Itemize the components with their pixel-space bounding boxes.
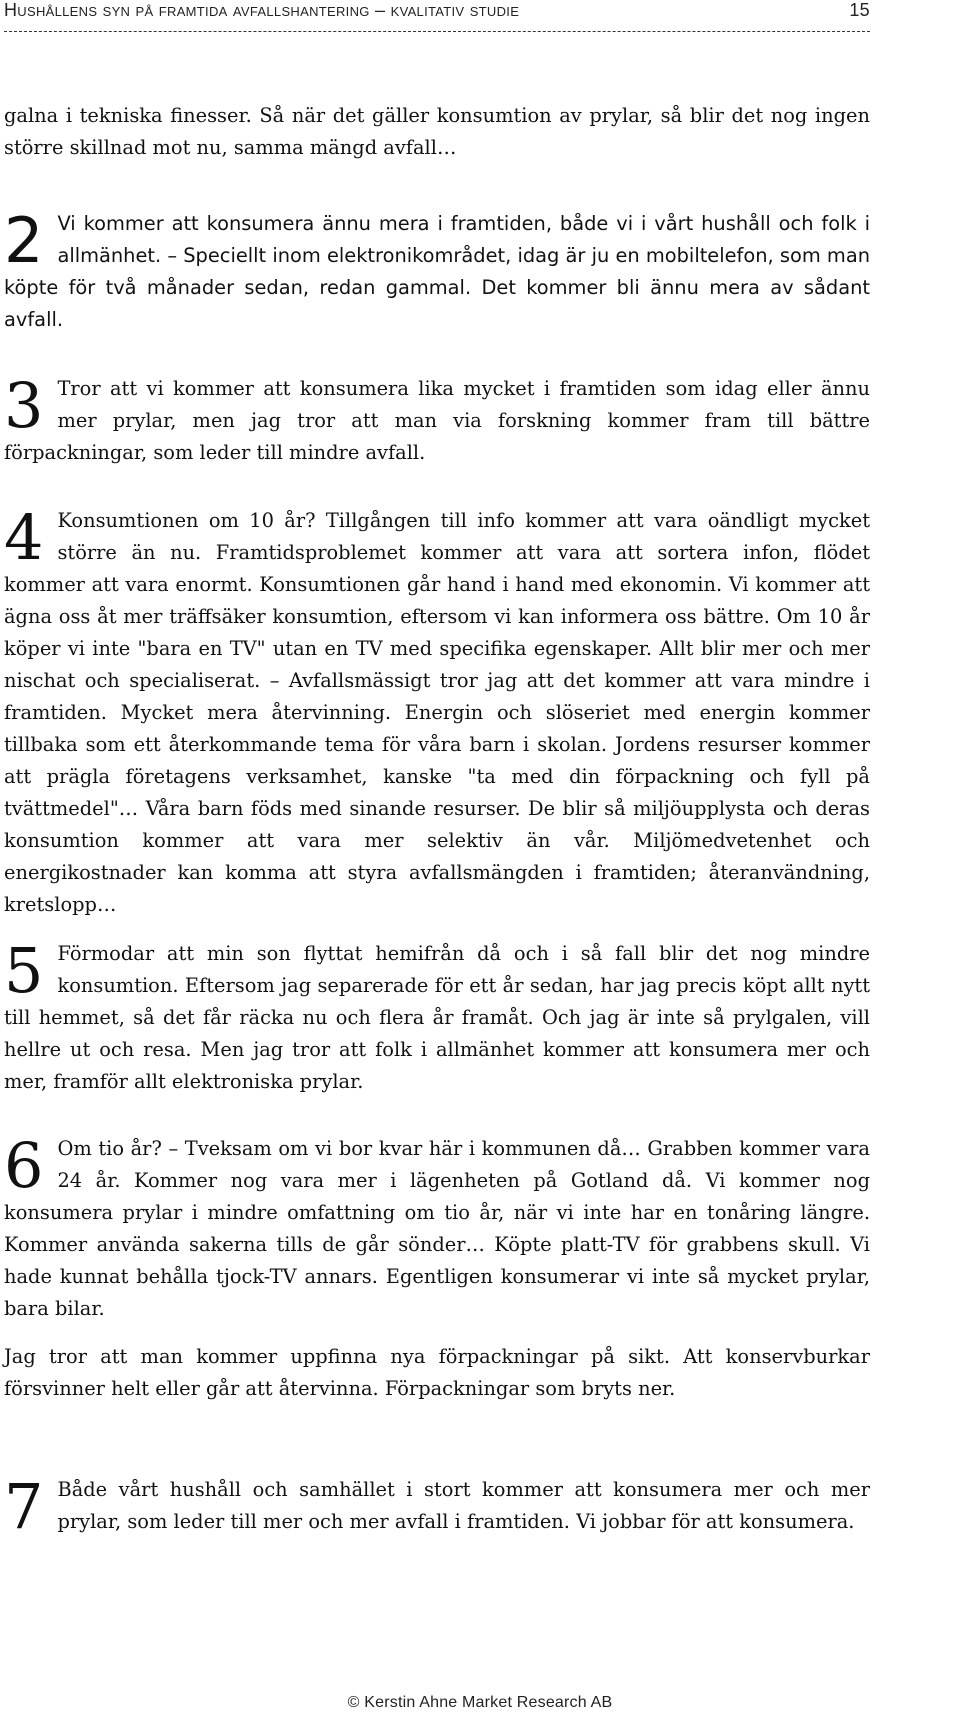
answer-4	[4, 501, 870, 921]
running-header	[4, 0, 870, 21]
answer-number: 7	[4, 1470, 44, 1543]
answer-paragraph: Vi kommer att konsumera ännu mera i framtiden, både vi i vårt hushåll och folk i allmänhet. – Speciellt inom elektronikområdet, idag är ju en mobiltelefon, som man köpte för två månader sedan, redan gammal. Det kommer bli ännu mera av sådant avfall.	[4, 212, 870, 331]
answer-6	[4, 1129, 870, 1405]
answer-paragraph: Både vårt hushåll och samhället i stort kommer att konsumera mer och mer prylar, som leder till mer och mer avfall i framtiden. Vi jobbar för att konsumera.	[57, 1478, 870, 1533]
answer-7	[4, 1470, 870, 1543]
answer-5	[4, 934, 870, 1098]
page-number: 15	[849, 0, 870, 20]
answer-3	[4, 369, 870, 469]
answer-paragraph: Jag tror att man kommer uppfinna nya förpackningar på sikt. Att konservburkar försvinner helt eller går att återvinna. Förpackningar som bryts ner.	[4, 1345, 870, 1400]
answer-number: 4	[4, 501, 44, 574]
header-rule	[4, 31, 870, 32]
answer-number: 3	[4, 369, 44, 442]
running-header-title: Hushållens syn på framtida avfallshantering – kvalitativ studie	[4, 0, 520, 20]
answer-number: 6	[4, 1129, 44, 1202]
answer-number: 2	[4, 204, 44, 277]
answer-number: 5	[4, 934, 44, 1007]
answer-paragraph: Konsumtionen om 10 år? Tillgången till info kommer att vara oändligt mycket större än nu. Framtidsproblemet kommer att vara att sortera infon, flödet kommer att vara enormt. Konsumtionen går hand i hand med ekonomin. Vi kommer att ägna oss åt mer träffsäker konsumtion, eftersom vi kan informera oss bättre. Om 10 år köper vi inte "bara en TV" utan en TV med specifika egenskaper. Allt blir mer och mer nischat och specialiserat. – Avfallsmässigt tror jag att det kommer att vara mindre i framtiden. Mycket mera återvinning. Energin och slöseriet med energin kommer tillbaka som ett återkommande tema för våra barn i skolan. Jordens resurser kommer att prägla företagens verksamhet, kanske "ta med din förpackning och fyll på tvättmedel"… Våra barn föds med sinande resurser. De blir så miljöupplysta och deras konsumtion kommer att vara mer selektiv än vår. Miljömedvetenhet och energikostnader kan komma att styra avfallsmängden i framtiden; återanvändning, kretslopp…	[4, 509, 870, 916]
answer-2	[4, 204, 870, 336]
answer-paragraph: Tror att vi kommer att konsumera lika mycket i framtiden som idag eller ännu mer prylar, men jag tror att man via forskning kommer fram till bättre förpackningar, som leder till mindre avfall.	[4, 377, 870, 464]
answer-paragraph: Förmodar att min son flyttat hemifrån då och i så fall blir det nog mindre konsumtion. Eftersom jag separerade för ett år sedan, har jag precis köpt allt nytt till hemmet, så det får räcka nu och flera år framåt. Och jag är inte så prylgalen, vill hellre ut och resa. Men jag tror att folk i allmänhet kommer att konsumera mer och mer, framför allt elektroniska prylar.	[4, 942, 870, 1093]
answer-paragraph: Om tio år? – Tveksam om vi bor kvar här i kommunen då… Grabben kommer vara 24 år. Kommer nog vara mer i lägenheten på Gotland då. Vi kommer nog konsumera prylar i mindre omfattning om tio år, när vi inte har en tonåring längre. Kommer använda sakerna tills de går sönder… Köpte platt-TV för grabbens skull. Vi hade kunnat behålla tjock-TV annars. Egentligen konsumerar vi inte så mycket prylar, bara bilar.	[4, 1137, 870, 1320]
intro-paragraph: galna i tekniska finesser. Så när det gäller konsumtion av prylar, så blir det nog ingen större skillnad mot nu, samma mängd avfall…	[4, 104, 870, 159]
page-footer: © Kerstin Ahne Market Research AB	[347, 1694, 613, 1711]
